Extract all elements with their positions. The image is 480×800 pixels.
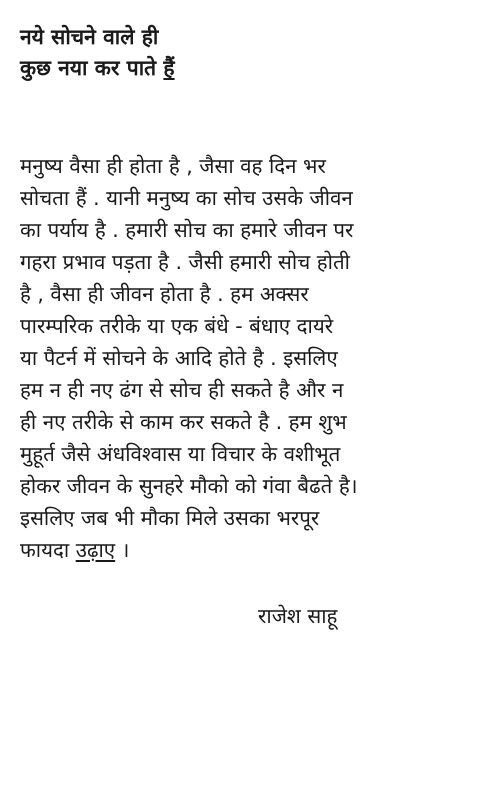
body-line: है , वैसा ही जीवन होता है . हम अक्सर [20, 282, 309, 306]
page-title [20, 22, 460, 84]
body-line: सोचता हैं . यानी मनुष्य का सोच उसके जीवन [20, 186, 353, 210]
body-line: होकर जीवन के सुनहरे मौको को गंवा बैढते है। [20, 474, 358, 498]
body-line: मुहूर्त जैसे अंधविश्वास या विचार के वशीभूत [20, 442, 341, 466]
body-underlined-word: उढ़ाए [75, 538, 116, 562]
body-line: मनुष्य वैसा ही होता है , जैसा वह दिन भर [20, 154, 326, 178]
body-line: पारम्परिक तरीके या एक बंधे - बंधाए दायरे [20, 314, 334, 338]
body-last-line-post: । [115, 538, 130, 562]
body-line: का पर्याय है . हमारी सोच का हमारे जीवन पर [20, 218, 354, 242]
title-underlined-word: हैं [163, 56, 175, 80]
author-signature: राजेश साहू [258, 604, 338, 628]
body-last-line-pre: फायदा [20, 538, 76, 562]
body-line: हम न ही नए ढंग से सोच ही सकते है और न [20, 378, 344, 402]
title-line-1: नये सोचने वाले ही [20, 25, 159, 49]
body-last-line [20, 534, 465, 566]
body-line: गहरा प्रभाव पड़ता है . जैसी हमारी सोच होती [20, 250, 350, 274]
title-line-2-text: कुछ नया कर पाते [20, 56, 164, 80]
body-line: इसलिए जब भी मौका मिले उसका भरपूर [20, 506, 320, 530]
body-line: ही नए तरीके से काम कर सकते है . हम शुभ [20, 410, 347, 434]
body-paragraph [20, 150, 465, 566]
title-line-2 [20, 53, 460, 84]
body-line: या पैटर्न में सोचने के आदि होते है . इसलिए [20, 346, 338, 370]
